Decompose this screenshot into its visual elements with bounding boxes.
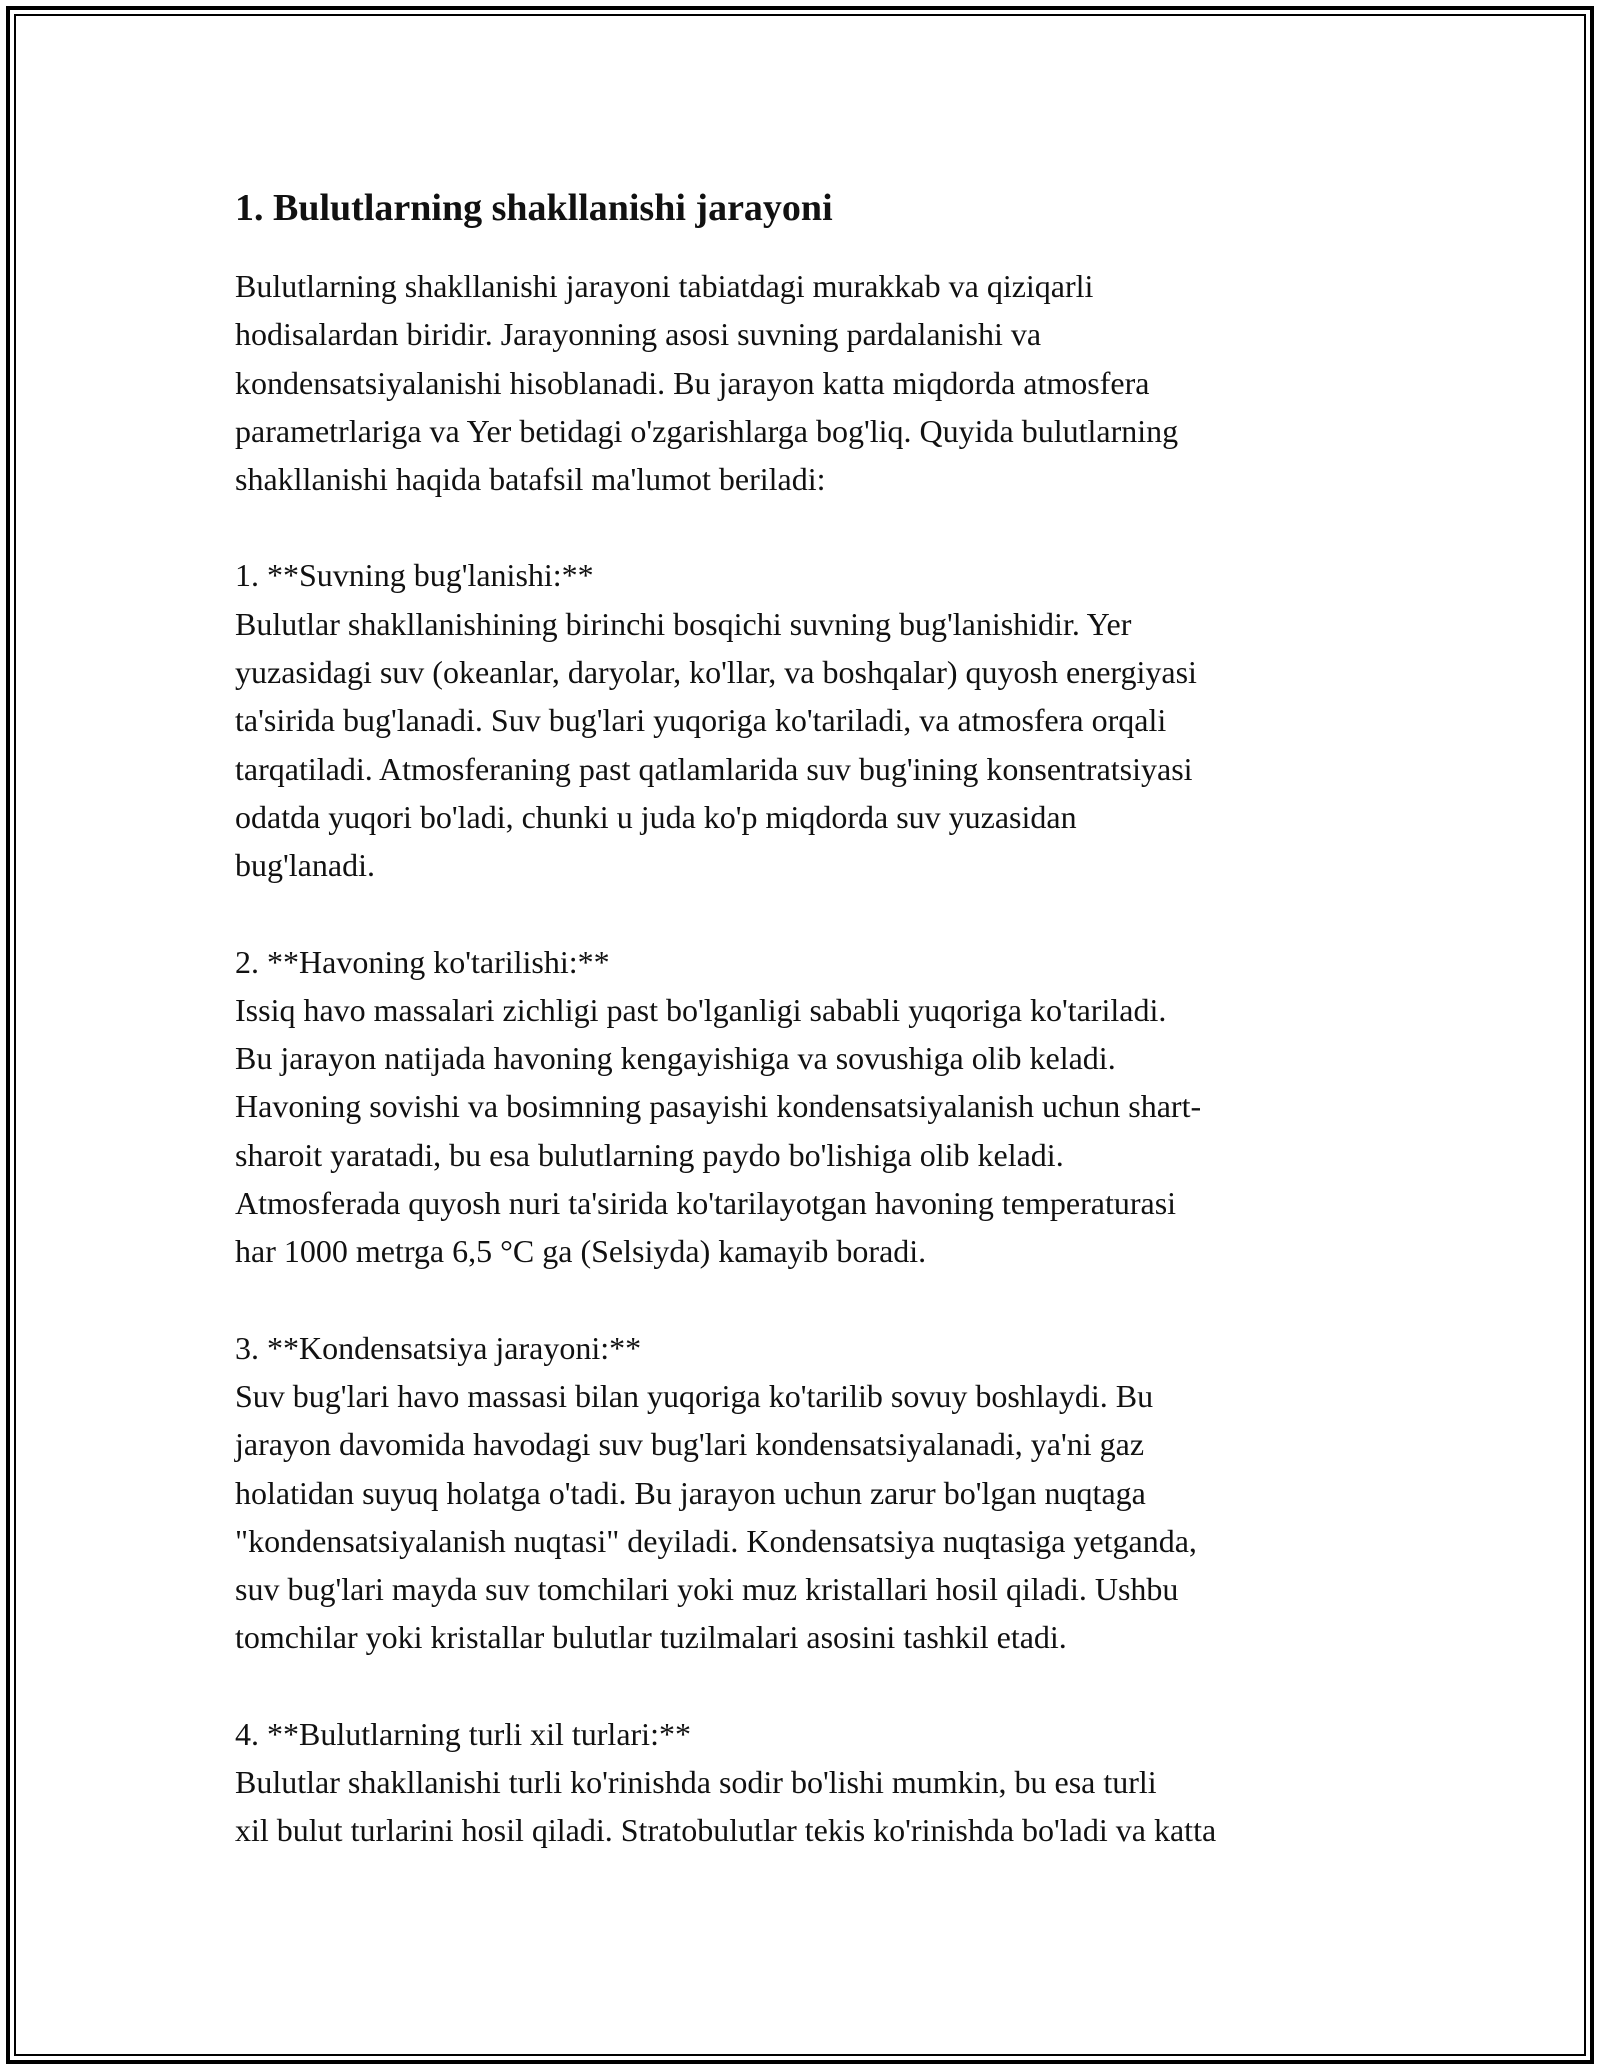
section-condensation	[235, 1324, 1375, 1662]
section-heading: 1. **Suvning bug'lanishi:**	[235, 557, 594, 594]
section-evaporation	[235, 551, 1375, 889]
intro-paragraph: Bulutlarning shakllanishi jarayoni tabiatdagi murakkab va qiziqarli hodisalardan biridir. Jarayonning asosi suvning pardalanishi va kondensatsiyalanishi hisoblanadi. Bu jarayon katta miqdorda atmosfera parametrlariga va Yer betidagi o'zgarishlarga bog'liq. Quyida bulutlarning shakllanishi haqida batafsil ma'lumot beriladi:	[235, 268, 1179, 498]
section-heading: 4. **Bulutlarning turli xil turlari:**	[235, 1715, 691, 1752]
section-air-rising	[235, 938, 1375, 1276]
section-cloud-types	[235, 1710, 1375, 1855]
section-body: Bulutlar shakllanishi turli ko'rinishda sodir bo'lishi mumkin, bu esa turli xil bulut turlarini hosil qiladi. Stratobulutlar tekis ko'rinishda bo'ladi va katta	[235, 1764, 1217, 1849]
document-content	[235, 185, 1375, 1855]
section-heading: 2. **Havoning ko'tarilishi:**	[235, 943, 610, 980]
section-body: Suv bug'lari havo massasi bilan yuqoriga ko'tarilib sovuy boshlaydi. Bu jarayon davomida havodagi suv bug'lari kondensatsiyalanadi, ya'ni gaz holatidan suyuq holatga o'tadi. Bu jarayon uchun zarur bo'lgan nuqtaga "kondensatsiyalanish nuqtasi" deyiladi. Kondensatsiya nuqtasiga yetganda, suv bug'lari mayda suv tomchilari yoki muz kristallari hosil qiladi. Ushbu tomchilar yoki kristallar bulutlar tuzilmalari asosini tashkil etadi.	[235, 1377, 1197, 1656]
document-title: 1. Bulutlarning shakllanishi jarayoni	[235, 187, 833, 229]
section-body: Bulutlar shakllanishining birinchi bosqichi suvning bug'lanishidir. Yer yuzasidagi suv (okeanlar, daryolar, ko'llar, va boshqalar) quyosh energiyasi ta'sirida bug'lanadi. Suv bug'lari yuqoriga ko'tariladi, va atmosfera orqali tarqatiladi. Atmosferaning past qatlamlarida suv bug'ining konsentratsiyasi odatda yuqori bo'ladi, chunki u juda ko'p miqdorda suv yuzasidan bug'lanadi.	[235, 605, 1197, 884]
section-heading: 3. **Kondensatsiya jarayoni:**	[235, 1329, 642, 1366]
section-body: Issiq havo massalari zichligi past bo'lganligi sababli yuqoriga ko'tariladi. Bu jarayon natijada havoning kengayishiga va sovushiga olib keladi. Havoning sovishi va bosimning pasayishi kondensatsiyalanish uchun shart- sharoit yaratadi, bu esa bulutlarning paydo bo'lishiga olib keladi. Atmosferada quyosh nuri ta'sirida ko'tarilayotgan havoning temperaturasi har 1000 metrga 6,5 °C ga (Selsiyda) kamayib boradi.	[235, 991, 1202, 1270]
